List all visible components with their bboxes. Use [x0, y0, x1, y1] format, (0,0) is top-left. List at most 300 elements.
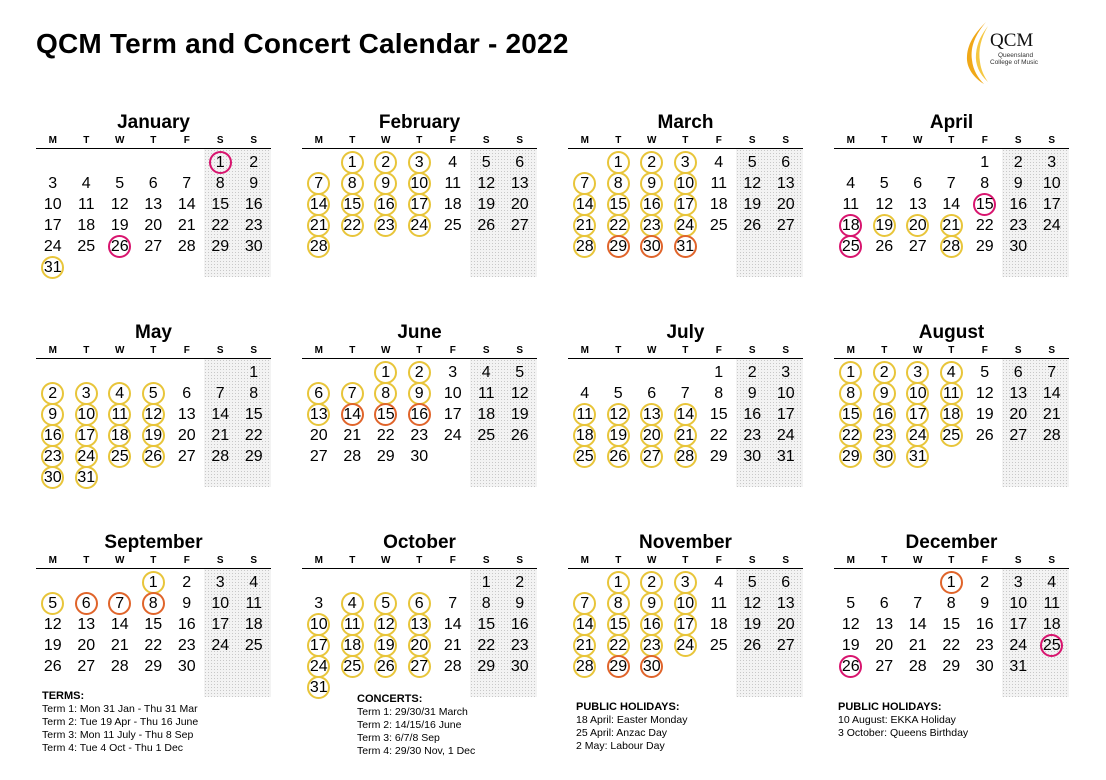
day-cell: 11	[343, 616, 361, 633]
header-underline	[834, 358, 1069, 359]
day-cell: 4	[1047, 574, 1057, 591]
day-cell: 1	[148, 574, 158, 591]
weekday-header: T	[881, 345, 888, 356]
weekday-header: M	[314, 555, 323, 566]
weekday-header: T	[416, 345, 423, 356]
day-cell: 23	[642, 637, 661, 654]
day-cell: 18	[110, 427, 129, 444]
weekday-header: F	[981, 135, 988, 146]
header-underline	[568, 148, 803, 149]
day-cell: 9	[879, 385, 889, 402]
day-cell: 27	[177, 448, 196, 465]
day-cell: 14	[908, 616, 927, 633]
holidays-heading: PUBLIC HOLIDAYS:	[576, 701, 680, 713]
day-cell: 21	[443, 637, 462, 654]
day-cell: 17	[1009, 616, 1028, 633]
day-cell: 29	[144, 658, 163, 675]
day-cell: 16	[244, 196, 263, 213]
weekday-header: F	[183, 555, 190, 566]
day-cell: 9	[48, 406, 58, 423]
weekday-header: F	[449, 555, 456, 566]
day-cell: 11	[576, 406, 594, 423]
month-name: December	[905, 532, 998, 553]
day-cell: 14	[575, 196, 594, 213]
day-cell: 28	[575, 238, 594, 255]
weekday-header: M	[314, 135, 323, 146]
day-cell: 8	[347, 175, 357, 192]
month-name: August	[918, 322, 985, 343]
day-cell: 26	[743, 637, 762, 654]
concerts-legend	[357, 693, 475, 758]
day-cell: 22	[709, 427, 728, 444]
day-cell: 7	[314, 175, 324, 192]
day-cell: 18	[709, 196, 728, 213]
day-cell: 25	[110, 448, 129, 465]
day-cell: 7	[347, 385, 357, 402]
weekday-header: T	[948, 555, 955, 566]
holidays-heading: PUBLIC HOLIDAYS:	[838, 701, 942, 713]
day-cell: 6	[879, 595, 889, 612]
day-cell: 7	[580, 175, 590, 192]
day-cell: 21	[110, 637, 129, 654]
logo-name: QCM	[990, 30, 1034, 51]
day-cell: 20	[908, 217, 927, 234]
day-cell: 5	[747, 574, 757, 591]
weekday-header: M	[580, 345, 589, 356]
day-cell: 30	[743, 448, 762, 465]
weekday-header: S	[1048, 135, 1056, 146]
weekday-header: S	[482, 135, 490, 146]
day-cell: 2	[647, 574, 657, 591]
day-cell: 23	[875, 427, 894, 444]
day-cell: 5	[115, 175, 125, 192]
day-cell: 20	[776, 196, 795, 213]
day-cell: 18	[709, 616, 728, 633]
month-september	[36, 532, 271, 712]
day-cell: 2	[249, 154, 259, 171]
day-cell: 24	[443, 427, 462, 444]
day-cell: 2	[980, 574, 990, 591]
day-cell: 12	[841, 616, 860, 633]
weekday-header: T	[349, 345, 356, 356]
month-october	[302, 532, 537, 712]
day-cell: 25	[942, 427, 961, 444]
day-cell: 21	[575, 217, 594, 234]
day-cell: 26	[743, 217, 762, 234]
day-cell: 3	[414, 154, 424, 171]
weekday-header: W	[115, 345, 125, 356]
day-cell: 24	[77, 448, 96, 465]
day-cell: 10	[77, 406, 96, 423]
day-cell: 16	[410, 406, 429, 423]
day-cell: 21	[1042, 406, 1061, 423]
day-cell: 3	[1013, 574, 1023, 591]
day-cell: 14	[211, 406, 230, 423]
day-cell: 11	[77, 196, 95, 213]
day-cell: 27	[77, 658, 96, 675]
day-cell: 24	[908, 427, 927, 444]
day-cell: 15	[709, 406, 728, 423]
day-cell: 22	[609, 217, 628, 234]
day-cell: 29	[477, 658, 496, 675]
day-cell: 30	[510, 658, 529, 675]
day-cell: 22	[211, 217, 230, 234]
day-cell: 29	[841, 448, 860, 465]
day-cell: 28	[443, 658, 462, 675]
day-cell: 2	[381, 154, 391, 171]
day-cell: 25	[575, 448, 594, 465]
day-cell: 18	[343, 637, 362, 654]
day-cell: 1	[347, 154, 357, 171]
day-cell: 29	[211, 238, 230, 255]
day-cell: 3	[680, 574, 690, 591]
day-cell: 30	[875, 448, 894, 465]
day-cell: 24	[410, 217, 429, 234]
day-cell: 19	[376, 637, 395, 654]
day-cell: 1	[613, 574, 623, 591]
day-cell: 28	[343, 448, 362, 465]
day-cell: 10	[676, 175, 695, 192]
day-cell: 12	[743, 595, 762, 612]
weekday-header: W	[115, 555, 125, 566]
day-cell: 21	[343, 427, 362, 444]
day-cell: 3	[913, 364, 923, 381]
day-cell: 16	[642, 196, 661, 213]
day-cell: 26	[510, 427, 529, 444]
weekday-header: T	[881, 135, 888, 146]
day-cell: 13	[177, 406, 196, 423]
month-name: July	[666, 322, 705, 343]
day-cell: 29	[709, 448, 728, 465]
concerts-line: Term 4: 29/30 Nov, 1 Dec	[357, 745, 476, 757]
weekday-header: M	[48, 345, 57, 356]
day-cell: 26	[841, 658, 860, 675]
terms-line: Term 3: Mon 11 July - Thu 8 Sep	[42, 729, 194, 741]
day-cell: 1	[980, 154, 990, 171]
day-cell: 12	[477, 175, 496, 192]
day-cell: 16	[875, 406, 894, 423]
day-cell: 11	[842, 196, 860, 213]
weekday-header: S	[250, 135, 258, 146]
day-cell: 19	[841, 637, 860, 654]
weekday-header: F	[715, 555, 722, 566]
day-cell: 24	[309, 658, 328, 675]
day-cell: 22	[841, 427, 860, 444]
day-cell: 26	[144, 448, 163, 465]
day-cell: 30	[1009, 238, 1028, 255]
day-cell: 21	[177, 217, 196, 234]
day-cell: 6	[182, 385, 192, 402]
header-underline	[568, 358, 803, 359]
month-july	[568, 322, 803, 502]
day-cell: 30	[43, 469, 62, 486]
day-cell: 22	[477, 637, 496, 654]
day-cell: 16	[975, 616, 994, 633]
day-cell: 5	[481, 154, 491, 171]
day-cell: 7	[448, 595, 458, 612]
header-underline	[834, 568, 1069, 569]
day-cell: 29	[609, 658, 628, 675]
day-cell: 20	[144, 217, 163, 234]
day-cell: 22	[144, 637, 163, 654]
weekday-header: F	[183, 135, 190, 146]
day-cell: 4	[580, 385, 590, 402]
day-cell: 31	[1009, 658, 1028, 675]
day-cell: 17	[309, 637, 328, 654]
day-cell: 10	[410, 175, 429, 192]
day-cell: 14	[343, 406, 362, 423]
day-cell: 6	[647, 385, 657, 402]
holidays-line: 10 August: EKKA Holiday	[838, 714, 956, 726]
day-cell: 20	[875, 637, 894, 654]
day-cell: 2	[647, 154, 657, 171]
header-underline	[36, 358, 271, 359]
day-cell: 8	[481, 595, 491, 612]
header-underline	[302, 568, 537, 569]
weekday-header: S	[250, 555, 258, 566]
day-cell: 18	[77, 217, 96, 234]
day-cell: 27	[144, 238, 163, 255]
day-cell: 25	[77, 238, 96, 255]
day-cell: 26	[975, 427, 994, 444]
header-underline	[36, 568, 271, 569]
day-cell: 10	[776, 385, 795, 402]
day-cell: 23	[43, 448, 62, 465]
day-cell: 13	[77, 616, 96, 633]
day-cell: 10	[908, 385, 927, 402]
day-cell: 9	[381, 175, 391, 192]
day-cell: 4	[81, 175, 91, 192]
day-cell: 21	[211, 427, 230, 444]
day-cell: 8	[846, 385, 856, 402]
weekday-header: T	[615, 345, 622, 356]
weekday-header: F	[715, 135, 722, 146]
day-cell: 22	[343, 217, 362, 234]
day-cell: 15	[609, 616, 628, 633]
day-cell: 13	[908, 196, 927, 213]
day-cell: 13	[642, 406, 661, 423]
terms-line: Term 1: Mon 31 Jan - Thu 31 Mar	[42, 703, 198, 715]
day-cell: 29	[244, 448, 263, 465]
day-cell: 27	[510, 217, 529, 234]
terms-line: Term 2: Tue 19 Apr - Thu 16 June	[42, 716, 199, 728]
day-cell: 5	[980, 364, 990, 381]
day-cell: 28	[177, 238, 196, 255]
month-august	[834, 322, 1069, 502]
day-cell: 11	[245, 595, 263, 612]
day-cell: 19	[110, 217, 129, 234]
month-march	[568, 112, 803, 292]
holidays-line: 2 May: Labour Day	[576, 740, 665, 752]
day-cell: 7	[215, 385, 225, 402]
day-cell: 10	[1009, 595, 1028, 612]
day-cell: 14	[177, 196, 196, 213]
day-cell: 18	[942, 406, 961, 423]
weekday-header: W	[913, 345, 923, 356]
weekday-header: S	[516, 345, 524, 356]
day-cell: 14	[443, 616, 462, 633]
day-cell: 19	[609, 427, 628, 444]
weekday-header: W	[647, 555, 657, 566]
day-cell: 21	[575, 637, 594, 654]
day-cell: 18	[841, 217, 860, 234]
day-cell: 20	[1009, 406, 1028, 423]
weekday-header: T	[682, 555, 689, 566]
day-cell: 23	[743, 427, 762, 444]
day-cell: 5	[879, 175, 889, 192]
header-underline	[568, 568, 803, 569]
day-cell: 3	[680, 154, 690, 171]
month-name: September	[104, 532, 203, 553]
day-cell: 9	[1013, 175, 1023, 192]
day-cell: 28	[942, 238, 961, 255]
month-may	[36, 322, 271, 502]
day-cell: 2	[414, 364, 424, 381]
day-cell: 8	[714, 385, 724, 402]
day-cell: 20	[177, 427, 196, 444]
weekday-header: S	[1014, 555, 1022, 566]
day-cell: 13	[410, 616, 429, 633]
day-cell: 3	[215, 574, 225, 591]
day-cell: 9	[647, 175, 657, 192]
day-cell: 8	[613, 175, 623, 192]
weekday-header: W	[381, 135, 391, 146]
day-cell: 28	[309, 238, 328, 255]
day-cell: 21	[309, 217, 328, 234]
day-cell: 15	[609, 196, 628, 213]
weekday-header: S	[482, 345, 490, 356]
day-cell: 4	[946, 364, 956, 381]
day-cell: 16	[177, 616, 196, 633]
day-cell: 31	[776, 448, 795, 465]
day-cell: 20	[642, 427, 661, 444]
day-cell: 13	[510, 175, 529, 192]
day-cell: 9	[414, 385, 424, 402]
day-cell: 2	[1013, 154, 1023, 171]
day-cell: 3	[48, 175, 58, 192]
day-cell: 4	[347, 595, 357, 612]
day-cell: 5	[515, 364, 525, 381]
day-cell: 24	[676, 637, 695, 654]
holidays-line: 18 April: Easter Monday	[576, 714, 688, 726]
month-name: November	[639, 532, 732, 553]
weekday-header: T	[615, 555, 622, 566]
weekday-header: T	[349, 135, 356, 146]
day-cell: 25	[709, 217, 728, 234]
weekday-header: S	[748, 345, 756, 356]
day-cell: 3	[448, 364, 458, 381]
day-cell: 23	[975, 637, 994, 654]
day-cell: 23	[510, 637, 529, 654]
day-cell: 18	[1042, 616, 1061, 633]
day-cell: 23	[642, 217, 661, 234]
day-cell: 19	[510, 406, 529, 423]
weekday-header: S	[782, 345, 790, 356]
weekday-header: M	[580, 135, 589, 146]
weekday-header: S	[516, 135, 524, 146]
day-cell: 11	[111, 406, 129, 423]
day-cell: 11	[1043, 595, 1061, 612]
day-cell: 20	[77, 637, 96, 654]
day-cell: 26	[477, 217, 496, 234]
day-cell: 10	[309, 616, 328, 633]
day-cell: 8	[249, 385, 259, 402]
day-cell: 30	[975, 658, 994, 675]
month-name: June	[397, 322, 442, 343]
weekday-header: F	[449, 135, 456, 146]
day-cell: 25	[443, 217, 462, 234]
weekday-header: W	[381, 555, 391, 566]
concerts-line: Term 3: 6/7/8 Sep	[357, 732, 440, 744]
weekday-header: T	[83, 555, 90, 566]
weekday-header: M	[48, 555, 57, 566]
day-cell: 15	[343, 196, 362, 213]
day-cell: 1	[215, 154, 225, 171]
day-cell: 14	[1042, 385, 1061, 402]
day-cell: 26	[110, 238, 129, 255]
day-cell: 24	[43, 238, 62, 255]
day-cell: 21	[676, 427, 695, 444]
day-cell: 21	[942, 217, 961, 234]
day-cell: 27	[776, 217, 795, 234]
day-cell: 6	[913, 175, 923, 192]
day-cell: 25	[343, 658, 362, 675]
day-cell: 30	[642, 658, 661, 675]
day-cell: 29	[942, 658, 961, 675]
day-cell: 30	[410, 448, 429, 465]
day-cell: 13	[309, 406, 328, 423]
day-cell: 24	[1042, 217, 1061, 234]
day-cell: 14	[942, 196, 961, 213]
month-december	[834, 532, 1069, 712]
header-underline	[302, 358, 537, 359]
day-cell: 1	[714, 364, 724, 381]
day-cell: 8	[215, 175, 225, 192]
weekday-header: T	[682, 345, 689, 356]
day-cell: 3	[1047, 154, 1057, 171]
day-cell: 6	[515, 154, 525, 171]
terms-line: Term 4: Tue 4 Oct - Thu 1 Dec	[42, 742, 184, 754]
day-cell: 17	[410, 196, 429, 213]
month-november	[568, 532, 803, 712]
weekday-header: F	[183, 345, 190, 356]
day-cell: 12	[110, 196, 129, 213]
day-cell: 22	[244, 427, 263, 444]
month-april	[834, 112, 1069, 292]
day-cell: 19	[743, 616, 762, 633]
day-cell: 16	[642, 616, 661, 633]
day-cell: 18	[244, 616, 263, 633]
day-cell: 22	[609, 637, 628, 654]
day-cell: 31	[77, 469, 96, 486]
weekday-header: T	[948, 345, 955, 356]
day-cell: 4	[714, 574, 724, 591]
weekday-header: S	[516, 555, 524, 566]
day-cell: 15	[244, 406, 263, 423]
weekday-header: F	[449, 345, 456, 356]
weekday-header: F	[981, 555, 988, 566]
day-cell: 16	[1009, 196, 1028, 213]
day-cell: 6	[781, 574, 791, 591]
day-cell: 15	[942, 616, 961, 633]
day-cell: 29	[975, 238, 994, 255]
holidays-line: 25 April: Anzac Day	[576, 727, 668, 739]
month-name: October	[383, 532, 456, 553]
day-cell: 11	[710, 595, 728, 612]
day-cell: 9	[249, 175, 259, 192]
weekday-header: S	[250, 345, 258, 356]
day-cell: 28	[211, 448, 230, 465]
